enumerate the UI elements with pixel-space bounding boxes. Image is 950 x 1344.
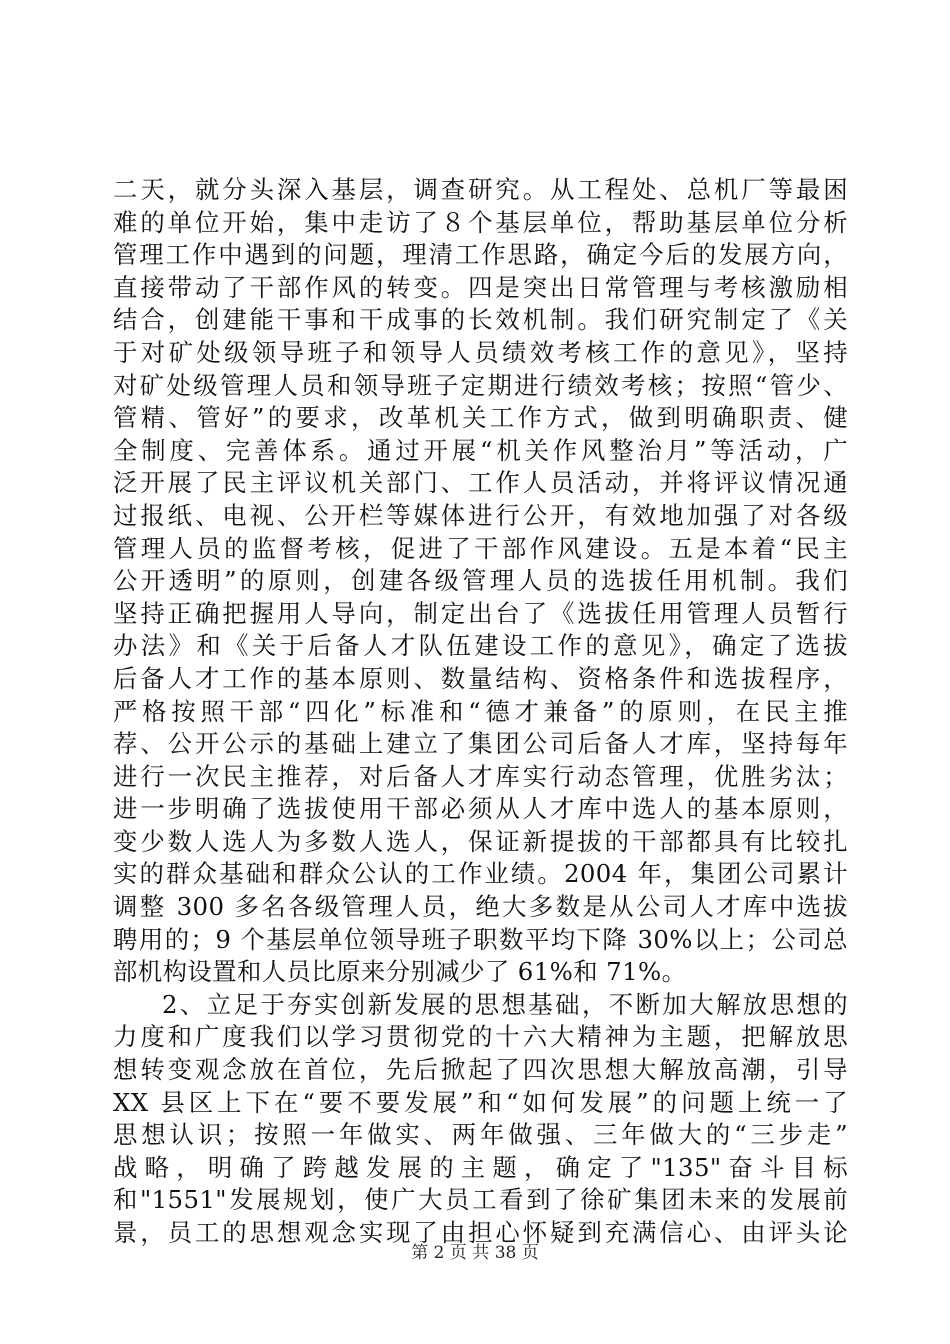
text-line: 2、立足于夯实创新发展的思想基础，不断加大解放思想的 — [162, 989, 848, 1019]
text-line: 二天，就分头深入基层，调查研究。从工程处、总机厂等最困 — [113, 175, 848, 204]
text-line: 坚持正确把握用人导向，制定出台了《选拔任用管理人员暂行 — [113, 598, 848, 628]
text-line: 进行一次民主推荐，对后备人才库实行动态管理，优胜劣汰； — [113, 761, 848, 791]
text-line: 对矿处级管理人员和领导班子定期进行绩效考核；按照“管少、 — [113, 370, 848, 400]
body-text — [113, 174, 848, 1250]
text-line: 部机构设置和人员比原来分别减少了 61%和 71%。 — [113, 957, 687, 987]
text-line: 想转变观念放在首位，先后掀起了四次思想大解放高潮，引导 — [113, 1055, 848, 1085]
text-line: 荐、公开公示的基础上建立了集团公司后备人才库，坚持每年 — [113, 729, 848, 759]
text-line: 办法》和《关于后备人才队伍建设工作的意见》，确定了选拔 — [113, 631, 848, 661]
page-number-footer: 第 2 页 共 38 页 — [411, 1243, 539, 1263]
text-line: 变少数人选人为多数人选人，保证新提拔的干部都具有比较扎 — [113, 826, 848, 856]
text-line: 战略，明确了跨越发展的主题，确定了"135"奋斗目标 — [113, 1152, 848, 1182]
text-line: 聘用的；9 个基层单位领导班子职数平均下降 30%以上；公司总 — [113, 924, 848, 954]
text-line: 于对矿处级领导班子和领导人员绩效考核工作的意见》，坚持 — [113, 337, 848, 367]
text-line: 实的群众基础和群众公认的工作业绩。2004 年，集团公司累计 — [113, 859, 848, 889]
text-line: 进一步明确了选拔使用干部必须从人才库中选人的基本原则， — [113, 794, 848, 824]
text-line: 全制度、完善体系。通过开展“机关作风整治月”等活动，广 — [113, 435, 848, 465]
text-line: 难的单位开始，集中走访了８个基层单位，帮助基层单位分析 — [113, 207, 848, 237]
text-line: 严格按照干部“四化”标准和“德才兼备”的原则，在民主推 — [113, 696, 848, 726]
text-line: 过报纸、电视、公开栏等媒体进行公开，有效地加强了对各级 — [113, 500, 848, 530]
text-line: 调整 300 多名各级管理人员，绝大多数是从公司人才库中选拔 — [113, 892, 848, 922]
text-line: 管理人员的监督考核，促进了干部作风建设。五是本着“民主 — [113, 533, 848, 563]
text-line: 和"1551"发展规划，使广大员工看到了徐矿集团未来的发展前 — [113, 1185, 848, 1215]
text-line: XX 县区上下在“要不要发展”和“如何发展”的问题上统一了 — [113, 1087, 848, 1117]
text-line: 思想认识；按照一年做实、两年做强、三年做大的“三步走” — [113, 1120, 848, 1150]
text-line: 泛开展了民主评议机关部门、工作人员活动，并将评议情况通 — [113, 468, 848, 498]
text-line: 公开透明”的原则，创建各级管理人员的选拔任用机制。我们 — [113, 566, 848, 596]
text-line: 景，员工的思想观念实现了由担心怀疑到充满信心、由评头论 — [113, 1218, 848, 1247]
text-line: 力度和广度我们以学习贯彻党的十六大精神为主题，把解放思 — [113, 1022, 848, 1052]
text-line: 结合，创建能干事和干成事的长效机制。我们研究制定了《关 — [113, 305, 848, 335]
text-line: 管理工作中遇到的问题，理清工作思路，确定今后的发展方向， — [113, 240, 848, 270]
text-line: 管精、管好”的要求，改革机关工作方式，做到明确职责、健 — [113, 403, 848, 433]
text-line: 直接带动了干部作风的转变。四是突出日常管理与考核激励相 — [113, 272, 848, 302]
text-line: 后备人才工作的基本原则、数量结构、资格条件和选拔程序， — [113, 663, 848, 693]
